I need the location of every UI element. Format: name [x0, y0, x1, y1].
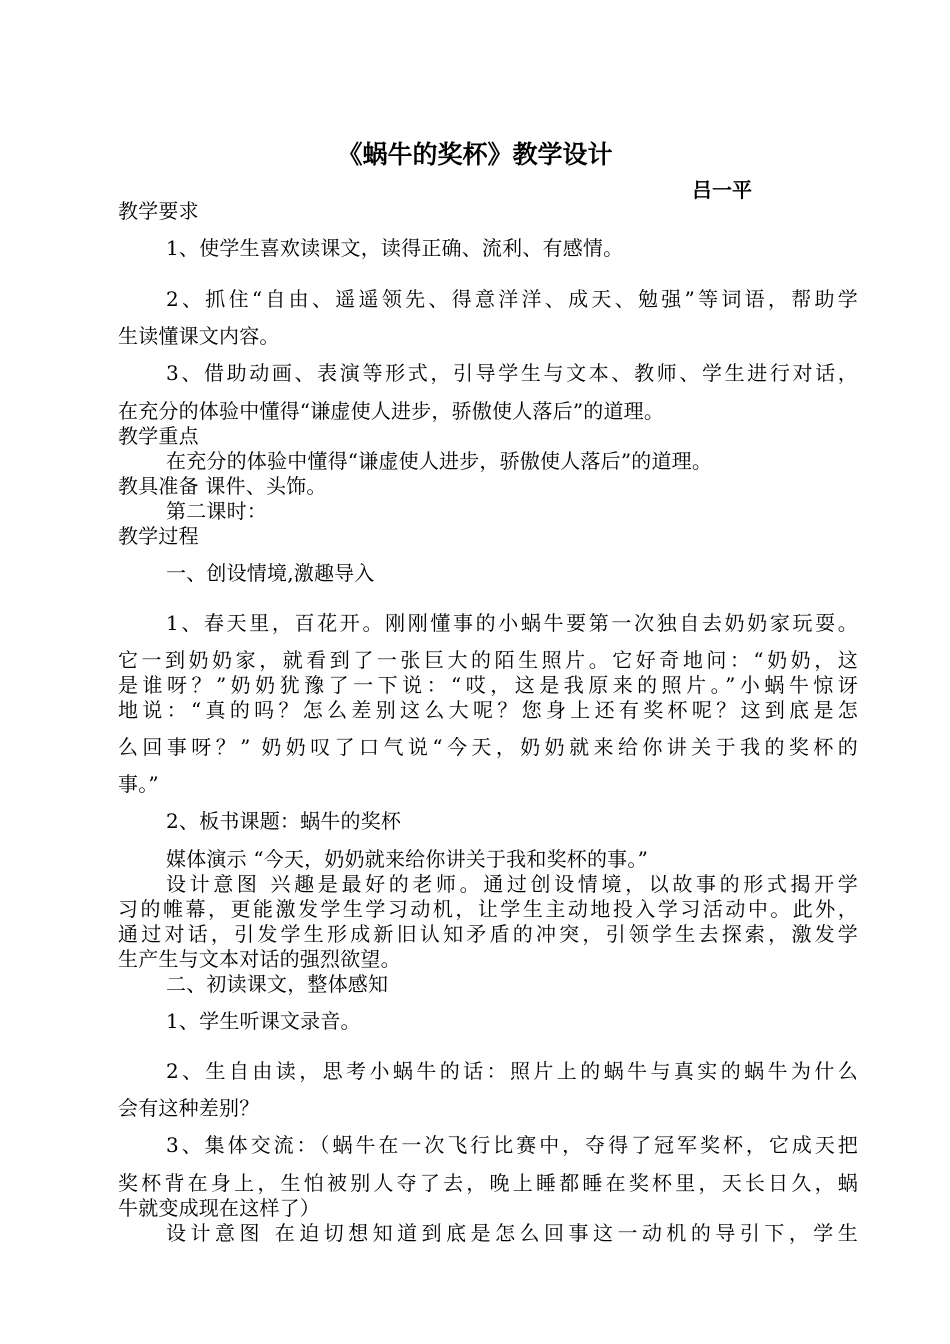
paragraph-line: 教具准备 课件、头饰。 [118, 474, 327, 498]
paragraph-line: 设计意图 在迫切想知道到底是怎么回事这一动机的导引下，学生 [166, 1221, 858, 1245]
paragraph-line: 在充分的体验中懂得“谦虚使人进步，骄傲使人落后”的道理。 [166, 449, 713, 473]
paragraph-line: 么回事呀？” 奶奶叹了口气说“今天，奶奶就来给你讲关于我的奖杯的 [118, 735, 858, 759]
paragraph-line: 通过对话，引发学生形成新旧认知矛盾的冲突，引领学生去探索，激发学 [118, 922, 858, 946]
paragraph-line: 习的帷幕，更能激发学生学习动机，让学生主动地投入学习活动中。此外， [118, 897, 858, 921]
paragraph-line: 媒体演示 “今天，奶奶就来给你讲关于我和奖杯的事。” [166, 847, 649, 871]
section-heading-process: 教学过程 [118, 524, 199, 548]
paragraph-line: 它一到奶奶家，就看到了一张巨大的陌生照片。它好奇地问：“奶奶，这 [118, 648, 858, 672]
paragraph-line: 牛就变成现在这样了） [118, 1196, 320, 1220]
paragraph-line: 设计意图 兴趣是最好的老师。通过创设情境，以故事的形式揭开学 [166, 872, 858, 896]
section-heading-requirements: 教学要求 [118, 199, 199, 223]
paragraph-line: 2、抓住“自由、遥遥领先、得意洋洋、成天、勉强”等词语，帮助学 [166, 287, 858, 311]
paragraph-line: 奖杯背在身上，生怕被别人夺了去，晚上睡都睡在奖杯里，天长日久，蜗 [118, 1171, 858, 1195]
paragraph-line: 生产生与文本对话的强烈欲望。 [118, 947, 401, 971]
paragraph-line: 一、创设情境,激趣导入 [166, 561, 375, 585]
paragraph-line: 事。” [118, 772, 159, 796]
paragraph-line: 地说：“真的吗？怎么差别这么大呢？您身上还有奖杯呢？这到底是怎 [118, 698, 858, 722]
paragraph-line: 第二课时： [166, 499, 267, 523]
paragraph-line: 1、春天里，百花开。刚刚懂事的小蜗牛要第一次独自去奶奶家玩耍。 [166, 611, 858, 635]
paragraph-line: 1、使学生喜欢读课文，读得正确、流利、有感情。 [166, 236, 624, 260]
paragraph-line: 2、板书课题：蜗牛的奖杯 [166, 809, 402, 833]
document-title: 《蜗牛的奖杯》教学设计 [337, 140, 613, 169]
paragraph-line: 生读懂课文内容。 [118, 324, 280, 348]
author-name: 吕一平 [692, 178, 752, 202]
paragraph-line: 3、借助动画、表演等形式，引导学生与文本、教师、学生进行对话， [166, 361, 858, 385]
paragraph-line: 3、集体交流：（蜗牛在一次飞行比赛中，夺得了冠军奖杯，它成天把 [166, 1133, 858, 1157]
section-heading-key-points: 教学重点 [118, 424, 199, 448]
paragraph-line: 是谁呀？”奶奶犹豫了一下说：“哎，这是我原来的照片。”小蜗牛惊讶 [118, 673, 858, 697]
paragraph-line: 1、学生听课文录音。 [166, 1009, 361, 1033]
paragraph-line: 会有这种差别？ [118, 1096, 260, 1120]
paragraph-line: 二、初读课文，整体感知 [166, 972, 389, 996]
paragraph-line: 2、生自由读，思考小蜗牛的话：照片上的蜗牛与真实的蜗牛为什么 [166, 1059, 858, 1083]
paragraph-line: 在充分的体验中懂得“谦虚使人进步，骄傲使人落后”的道理。 [118, 399, 665, 423]
